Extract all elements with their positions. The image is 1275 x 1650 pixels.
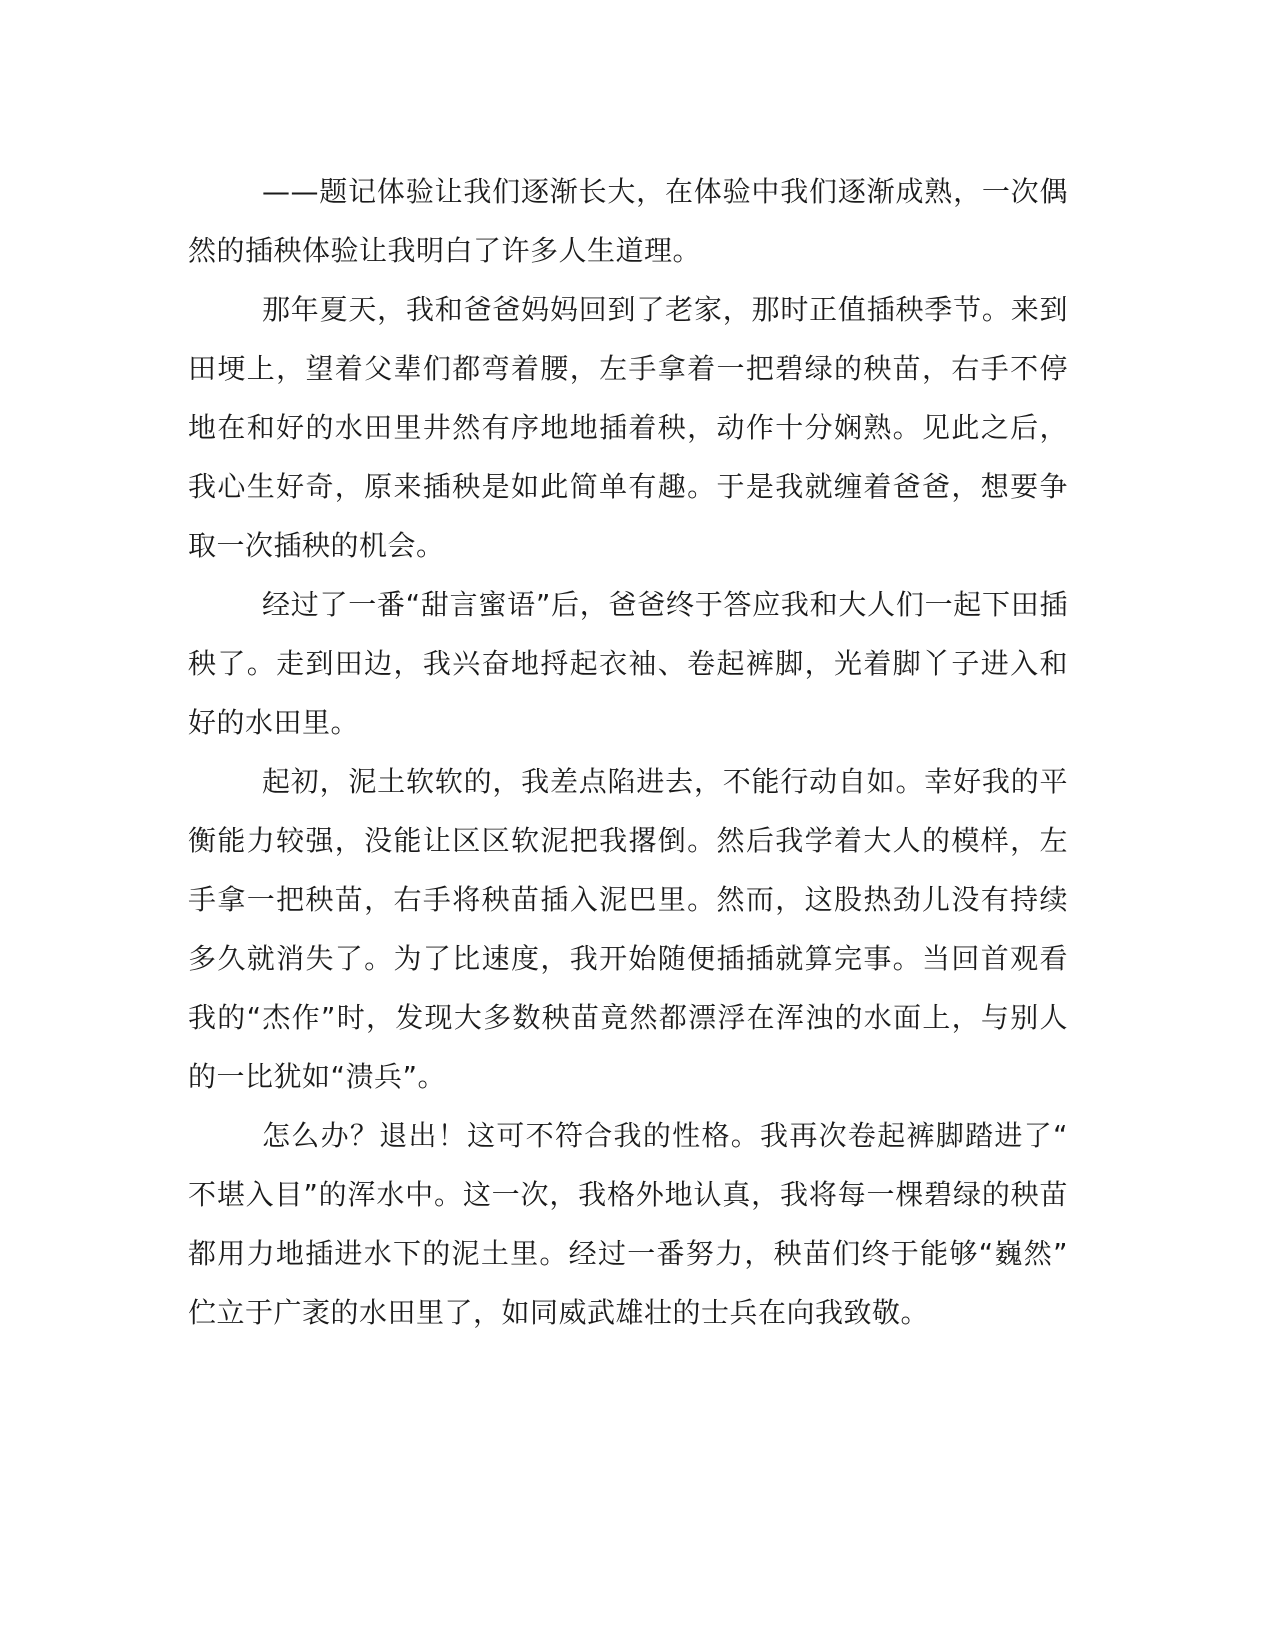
- paragraph-enter-field: [188, 575, 1068, 752]
- text-line: 那年夏天，我和爸爸妈妈回到了老家，那时正值插秧季节。来到: [262, 293, 1068, 326]
- text-line: 手拿一把秧苗，右手将秧苗插入泥巴里。然而，这股热劲儿没有持续: [188, 883, 1068, 916]
- text-line: 秧了。走到田边，我兴奋地捋起衣袖、卷起裤脚，光着脚丫子进入和: [188, 647, 1068, 680]
- text-line: 田埂上，望着父辈们都弯着腰，左手拿着一把碧绿的秧苗，右手不停: [188, 352, 1068, 385]
- text-line: 我的“杰作”时，发现大多数秧苗竟然都漂浮在浑浊的水面上，与别人: [188, 1001, 1068, 1034]
- text-line: 的一比犹如“溃兵”。: [188, 1060, 447, 1093]
- text-line: 衡能力较强，没能让区区软泥把我撂倒。然后我学着大人的模样，左: [188, 824, 1068, 857]
- text-line: 伫立于广袤的水田里了，如同威武雄壮的士兵在向我致敬。: [188, 1296, 930, 1329]
- text-line: 然的插秧体验让我明白了许多人生道理。: [188, 234, 702, 267]
- text-line: 好的水田里。: [188, 706, 360, 739]
- paragraph-second-try: [188, 1106, 1068, 1342]
- paragraph-first-try: [188, 752, 1068, 1106]
- text-line: 我心生好奇，原来插秧是如此简单有趣。于是我就缠着爸爸，想要争: [188, 470, 1068, 503]
- paragraph-summer-visit: [188, 280, 1068, 575]
- text-line: 地在和好的水田里井然有序地地插着秧，动作十分娴熟。见此之后，: [188, 411, 1068, 444]
- text-line: 起初，泥土软软的，我差点陷进去，不能行动自如。幸好我的平: [262, 765, 1068, 798]
- essay-body: [188, 162, 1068, 1342]
- paragraph-epigraph: [188, 162, 1068, 280]
- text-line: 怎么办？退出！这可不符合我的性格。我再次卷起裤脚踏进了“: [262, 1119, 1068, 1152]
- text-line: ——题记体验让我们逐渐长大，在体验中我们逐渐成熟，一次偶: [262, 175, 1068, 208]
- text-line: 多久就消失了。为了比速度，我开始随便插插就算完事。当回首观看: [188, 942, 1068, 975]
- text-line: 取一次插秧的机会。: [188, 529, 445, 562]
- text-line: 经过了一番“甜言蜜语”后，爸爸终于答应我和大人们一起下田插: [262, 588, 1068, 621]
- text-line: 都用力地插进水下的泥土里。经过一番努力，秧苗们终于能够“巍然”: [188, 1237, 1068, 1270]
- text-line: 不堪入目”的浑水中。这一次，我格外地认真，我将每一棵碧绿的秧苗: [188, 1178, 1068, 1211]
